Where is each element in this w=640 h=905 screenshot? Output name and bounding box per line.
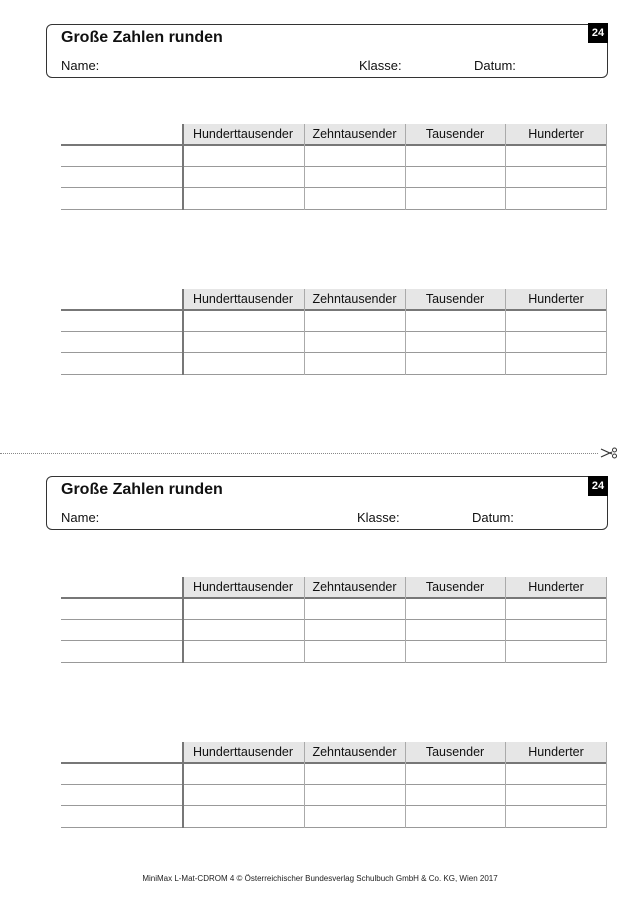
page-number-badge: 24 — [588, 476, 608, 496]
column-rule — [182, 289, 184, 375]
column-header-zehntausender: Zehntausender — [312, 292, 397, 306]
column-rule — [505, 577, 506, 663]
row-rule — [61, 640, 607, 641]
class-label: Klasse: — [359, 58, 402, 73]
column-rule — [505, 742, 506, 828]
header-rule — [61, 597, 607, 599]
date-label: Datum: — [474, 58, 516, 73]
column-header-tausender: Tausender — [425, 745, 485, 759]
column-header-hunderter: Hunderter — [528, 292, 584, 306]
row-rule — [61, 374, 607, 375]
name-label: Name: — [61, 58, 100, 73]
class-label: Klasse: — [357, 510, 400, 525]
column-rule — [304, 124, 305, 210]
header-rule — [61, 144, 607, 146]
header-rule — [61, 309, 607, 311]
rounding-table — [61, 289, 607, 375]
worksheet-header — [46, 24, 608, 78]
row-rule — [61, 805, 607, 806]
column-rule — [505, 124, 506, 210]
column-header-hunderttausender: Hunderttausender — [192, 292, 294, 306]
column-header-zehntausender: Zehntausender — [312, 745, 397, 759]
rounding-table — [61, 124, 607, 210]
header-rule — [61, 762, 607, 764]
column-header-tausender: Tausender — [425, 292, 485, 306]
column-rule — [182, 742, 184, 828]
column-header-tausender: Tausender — [425, 127, 485, 141]
rounding-table — [61, 577, 607, 663]
row-rule — [61, 331, 607, 332]
column-rule — [606, 289, 607, 375]
worksheet-header — [46, 476, 608, 530]
row-rule — [61, 187, 607, 188]
scissors-icon — [599, 443, 619, 463]
column-header-zehntausender: Zehntausender — [312, 580, 397, 594]
row-rule — [61, 166, 607, 167]
column-rule — [304, 289, 305, 375]
worksheet-title: Große Zahlen runden — [61, 29, 223, 46]
column-rule — [182, 124, 184, 210]
column-rule — [606, 124, 607, 210]
name-label: Name: — [61, 510, 100, 525]
row-rule — [61, 352, 607, 353]
cut-line — [0, 453, 598, 454]
row-rule — [61, 827, 607, 828]
column-rule — [606, 577, 607, 663]
date-label: Datum: — [472, 510, 514, 525]
rounding-table — [61, 742, 607, 828]
copyright-footer: MiniMax L-Mat-CDROM 4 © Österreichischer Bundesverlag Schulbuch GmbH & Co. KG, Wien 2017 — [142, 874, 498, 883]
row-rule — [61, 784, 607, 785]
row-rule — [61, 619, 607, 620]
column-rule — [606, 742, 607, 828]
column-header-hunderttausender: Hunderttausender — [192, 580, 294, 594]
column-rule — [405, 742, 406, 828]
column-header-tausender: Tausender — [425, 580, 485, 594]
column-header-hunderttausender: Hunderttausender — [192, 745, 294, 759]
page-number-badge: 24 — [588, 23, 608, 43]
column-header-zehntausender: Zehntausender — [312, 127, 397, 141]
column-rule — [304, 577, 305, 663]
column-rule — [182, 577, 184, 663]
column-rule — [304, 742, 305, 828]
column-header-hunderter: Hunderter — [528, 745, 584, 759]
column-header-hunderter: Hunderter — [528, 127, 584, 141]
column-header-hunderter: Hunderter — [528, 580, 584, 594]
row-rule — [61, 209, 607, 210]
row-rule — [61, 662, 607, 663]
column-rule — [405, 577, 406, 663]
column-rule — [505, 289, 506, 375]
column-header-hunderttausender: Hunderttausender — [192, 127, 294, 141]
column-rule — [405, 289, 406, 375]
worksheet-title: Große Zahlen runden — [61, 481, 223, 498]
column-rule — [405, 124, 406, 210]
